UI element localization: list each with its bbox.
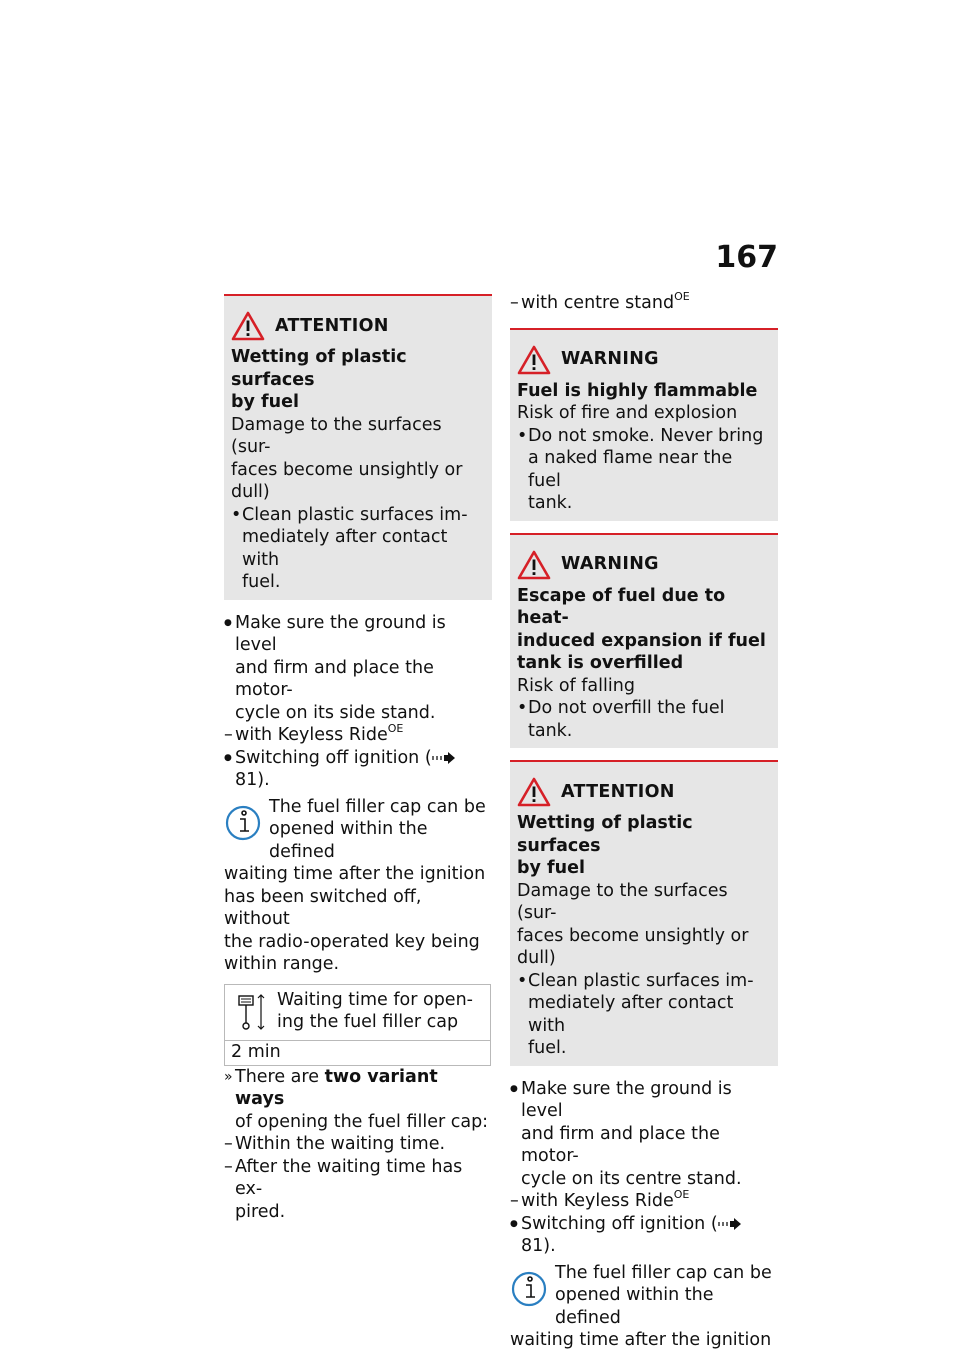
- attention-bullet-line: mediately after contact with: [242, 527, 448, 570]
- warning-label: WARNING: [561, 554, 659, 575]
- attention-bullet: [231, 504, 484, 594]
- spec-label-line: Waiting time for open-: [277, 989, 473, 1010]
- attention-title-line: by fuel: [231, 392, 299, 412]
- info-text-indented: [224, 796, 492, 864]
- attention-label: ATTENTION: [561, 781, 675, 802]
- info-text: [510, 1329, 778, 1352]
- result-bold: two variant ways: [235, 1066, 438, 1109]
- warning-body: Risk of falling: [517, 675, 635, 696]
- optional-equipment-mark: OE: [674, 290, 690, 303]
- spec-label-line: ing the fuel filler cap: [277, 1012, 459, 1032]
- step-line: and firm and place the motor-: [521, 1123, 720, 1166]
- attention-bullet-line: mediately after contact with: [528, 993, 734, 1036]
- warning-box-overfill: [510, 533, 778, 749]
- step-line: and firm and place the motor-: [235, 657, 434, 700]
- spec-table: [224, 984, 491, 1066]
- optional-equipment-mark: OE: [673, 1188, 690, 1201]
- step-side-stand: [224, 612, 492, 725]
- attention-body: [517, 880, 770, 970]
- condition-text: with Keyless Ride: [235, 725, 388, 745]
- arrow-reference-icon: [718, 1218, 742, 1230]
- warning-title-line: induced expansion if fuel: [517, 630, 766, 651]
- variant-line: pired.: [235, 1201, 286, 1222]
- spec-label: [277, 989, 473, 1034]
- page-reference-link[interactable]: 81).: [235, 770, 270, 790]
- warning-body: Risk of fire and explosion: [517, 403, 738, 423]
- warning-title: Fuel is highly flammable: [517, 380, 758, 401]
- warning-title-line: tank is overfilled: [517, 653, 684, 673]
- warning-triangle-icon: [517, 777, 551, 807]
- variant-item: [224, 1156, 492, 1224]
- attention-header: [517, 776, 770, 808]
- warning-bullet-line: Do not smoke. Never bring: [528, 425, 764, 446]
- attention-title-line: by fuel: [517, 858, 585, 878]
- attention-title: [517, 812, 770, 880]
- info-line: The fuel filler cap can be: [269, 796, 486, 817]
- variant-line: After the waiting time has ex-: [235, 1156, 463, 1199]
- info-line: opened within the defined: [555, 1285, 714, 1328]
- attention-body-line: dull): [231, 482, 270, 502]
- warning-title-line: Escape of fuel due to heat-: [517, 585, 726, 628]
- spec-value: 2 min: [231, 1041, 281, 1062]
- step-line: cycle on its side stand.: [235, 702, 436, 723]
- attention-body-line: dull): [517, 948, 556, 968]
- attention-title-line: Wetting of plastic surfaces: [231, 347, 407, 390]
- info-note: [510, 1262, 778, 1352]
- step-line: cycle on its centre stand.: [521, 1168, 742, 1189]
- warning-bullet: • Do not overfill the fuel tank.: [517, 697, 770, 742]
- warning-bullet-line: a naked flame near the fuel: [528, 448, 733, 491]
- warning-bullet: [517, 425, 770, 515]
- info-line: has been switched off, without: [224, 886, 422, 929]
- condition-keyless-ride: [510, 1190, 778, 1213]
- info-line: opened within the defined: [269, 819, 428, 862]
- step-centre-stand: [510, 1078, 778, 1191]
- info-line: waiting time after the ignition: [510, 1330, 772, 1350]
- optional-equipment-mark: OE: [387, 722, 404, 735]
- fuel-timer-icon: [233, 993, 269, 1033]
- step-line: Make sure the ground is level: [521, 1078, 732, 1121]
- condition-keyless-ride: [224, 724, 492, 747]
- variant-item: – Within the waiting time.: [224, 1133, 492, 1156]
- info-line: the radio-operated key being: [224, 931, 480, 952]
- info-line: waiting time after the ignition: [224, 864, 486, 884]
- step-text: Switching off ignition (: [521, 1213, 718, 1234]
- warning-triangle-icon: [517, 550, 551, 580]
- attention-bullet-line: fuel.: [528, 1038, 567, 1058]
- arrow-reference-icon: [432, 752, 456, 764]
- warning-header: [517, 344, 770, 376]
- info-icon: [510, 1267, 550, 1307]
- condition-text: with centre stand: [521, 293, 675, 313]
- step-ignition-off: [224, 747, 492, 792]
- step-text: Switching off ignition (: [235, 747, 432, 768]
- warning-label: WARNING: [561, 349, 659, 370]
- result-text: There are: [235, 1066, 325, 1087]
- attention-header: [231, 310, 484, 342]
- warning-triangle-icon: [517, 345, 551, 375]
- warning-triangle-icon: [231, 311, 265, 341]
- info-line: within range.: [224, 954, 340, 974]
- condition-centre-stand: [510, 292, 778, 315]
- right-column: [510, 292, 778, 1352]
- attention-bullet-line: Clean plastic surfaces im-: [242, 504, 468, 525]
- step-ignition-off: [510, 1213, 778, 1258]
- attention-body: [231, 414, 484, 504]
- warning-box-flammable: [510, 328, 778, 521]
- attention-box: [510, 760, 778, 1066]
- attention-bullet-line: Clean plastic surfaces im-: [528, 970, 754, 991]
- info-line: The fuel filler cap can be: [555, 1262, 772, 1283]
- attention-title-line: Wetting of plastic surfaces: [517, 813, 693, 856]
- warning-header: [517, 549, 770, 581]
- condition-text: with Keyless Ride: [521, 1191, 674, 1211]
- attention-body-line: faces become unsightly or: [231, 459, 463, 480]
- attention-body-line: Damage to the surfaces (sur-: [231, 414, 442, 457]
- left-column: [224, 294, 492, 1223]
- attention-title: [231, 346, 484, 414]
- attention-label: ATTENTION: [275, 315, 389, 336]
- attention-body-line: faces become unsightly or: [517, 925, 749, 946]
- info-text-indented: [510, 1262, 778, 1330]
- info-note: [224, 796, 492, 976]
- attention-bullet-line: fuel.: [242, 572, 281, 592]
- result-text: of opening the fuel filler cap:: [235, 1111, 489, 1132]
- attention-box: [224, 294, 492, 600]
- attention-body-line: Damage to the surfaces (sur-: [517, 880, 728, 923]
- warning-bullet-line: tank.: [528, 493, 573, 513]
- info-icon: [224, 801, 264, 841]
- spec-label-row: [225, 985, 490, 1041]
- step-line: Make sure the ground is level: [235, 612, 446, 655]
- warning-title: [517, 585, 770, 675]
- result-variants: [224, 1066, 492, 1134]
- info-text: [224, 863, 492, 976]
- page-number: 167: [715, 240, 778, 275]
- attention-bullet: [517, 970, 770, 1060]
- page-reference-link[interactable]: 81).: [521, 1236, 556, 1256]
